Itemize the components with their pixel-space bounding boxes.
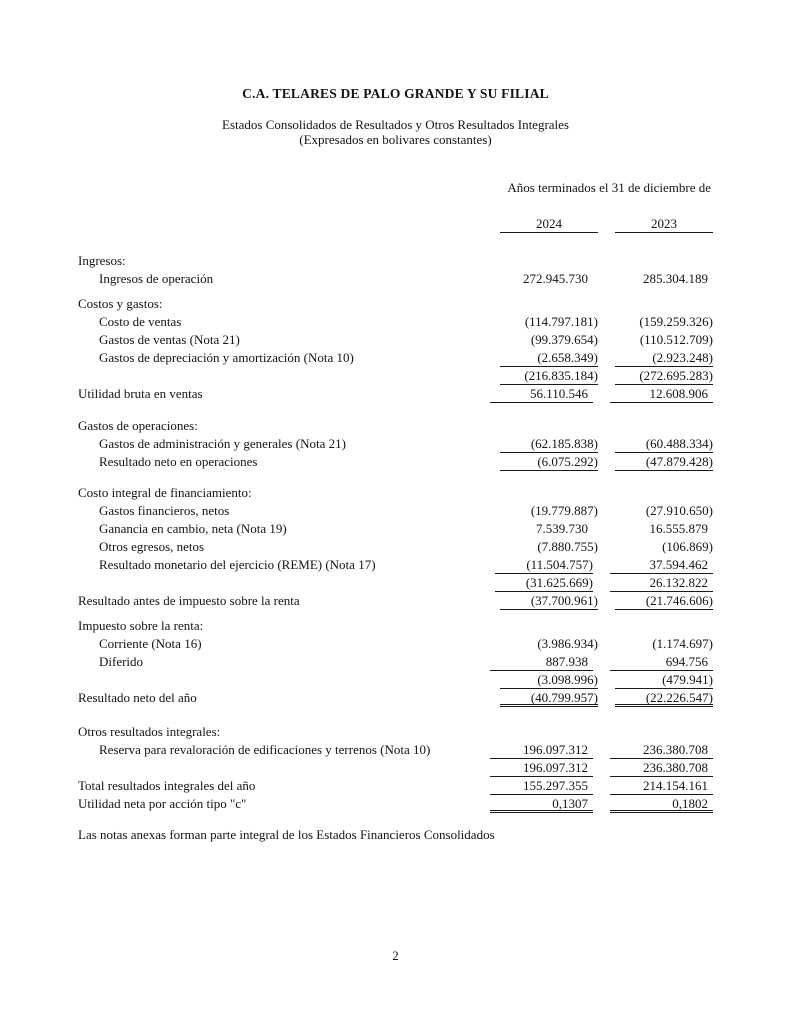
value-2024: (31.625.669)	[495, 574, 593, 592]
column-header-2024: 2024	[500, 216, 598, 233]
column-header-2023: 2023	[615, 216, 713, 233]
row-label: Gastos de depreciación y amortización (Nota 10)	[99, 350, 354, 365]
value-2023: (2.923.248)	[615, 349, 713, 367]
value-2023: (21.746.606)	[615, 592, 713, 610]
row-label: Costos y gastos:	[78, 296, 163, 311]
statement-row	[78, 349, 713, 367]
value-2023: (22.226.547)	[615, 689, 713, 707]
statement-row	[78, 777, 713, 795]
value-2023: 26.132.822	[610, 574, 713, 592]
statement-row	[78, 795, 713, 813]
row-label: Ganancia en cambio, neta (Nota 19)	[99, 521, 287, 536]
statement-row	[78, 635, 713, 653]
section-heading-row	[78, 417, 713, 435]
statement-row	[78, 538, 713, 556]
value-2024: (62.185.838)	[500, 435, 598, 453]
value-2024: (37.700.961)	[500, 592, 598, 610]
section-heading-row	[78, 617, 713, 635]
statement-title: Estados Consolidados de Resultados y Otros Resultados Integrales	[222, 117, 569, 132]
value-2023: 694.756	[610, 653, 713, 671]
row-label: Costo integral de financiamiento:	[78, 485, 252, 500]
value-2023: 16.555.879	[649, 521, 708, 536]
row-label: Ingresos de operación	[99, 271, 214, 286]
page-number: 2	[392, 948, 399, 963]
row-spacer	[78, 610, 713, 617]
statement-row	[78, 367, 713, 385]
row-label: Resultado neto del año	[78, 690, 197, 705]
value-2024: 196.097.312	[490, 741, 593, 759]
row-label: Gastos de administración y generales (Nota 21)	[99, 436, 346, 451]
statement-body	[78, 252, 713, 813]
section-heading-row	[78, 723, 713, 741]
value-2024: 0,1307	[490, 795, 593, 813]
row-spacer	[78, 403, 713, 417]
row-spacer	[78, 707, 713, 723]
row-label: Utilidad neta por acción tipo "c"	[78, 796, 247, 811]
value-2024: 272.945.730	[523, 271, 588, 286]
row-label: Ingresos:	[78, 253, 126, 268]
row-spacer	[78, 288, 713, 295]
section-heading-row	[78, 252, 713, 270]
value-2024: 7.539.730	[536, 521, 588, 536]
value-2023: (159.259.326)	[639, 314, 713, 329]
value-2023: (27.910.650)	[645, 503, 713, 518]
statement-row	[78, 385, 713, 403]
row-label: Gastos de ventas (Nota 21)	[99, 332, 240, 347]
statement-row	[78, 331, 713, 349]
value-2024: (7.880.755)	[537, 539, 598, 554]
footnote: Las notas anexas forman parte integral de los Estados Financieros Consolidados	[78, 827, 495, 842]
value-2024: 196.097.312	[490, 759, 593, 777]
statement-row	[78, 653, 713, 671]
value-2023: 214.154.161	[610, 777, 713, 795]
statement-row	[78, 592, 713, 610]
value-2023: 0,1802	[610, 795, 713, 813]
row-label: Diferido	[99, 654, 144, 669]
value-2023: 236.380.708	[610, 741, 713, 759]
column-headers-spacer	[78, 216, 483, 233]
value-2024: (19.779.887)	[530, 503, 598, 518]
value-2024: (3.986.934)	[537, 636, 598, 651]
statement-row	[78, 313, 713, 331]
row-label: Corriente (Nota 16)	[99, 636, 202, 651]
company-title: C.A. TELARES DE PALO GRANDE Y SU FILIAL	[242, 86, 549, 101]
value-2023: (110.512.709)	[639, 332, 713, 347]
value-2024: (216.835.184)	[500, 367, 598, 385]
statement-row	[78, 520, 713, 538]
value-2024: (6.075.292)	[500, 453, 598, 471]
value-2023: 12.608.906	[610, 385, 713, 403]
row-label: Otros egresos, netos	[99, 539, 205, 554]
value-2023: (479.941)	[615, 671, 713, 689]
row-label: Costo de ventas	[99, 314, 182, 329]
value-2024: (3.098.996)	[500, 671, 598, 689]
value-2024: (11.504.757)	[495, 556, 593, 574]
statement-row	[78, 741, 713, 759]
row-label: Gastos financieros, netos	[99, 503, 230, 518]
row-label: Reserva para revaloración de edificaciones y terrenos (Nota 10)	[99, 742, 431, 757]
value-2023: 37.594.462	[610, 556, 713, 574]
statement-content	[78, 0, 713, 842]
row-label: Otros resultados integrales:	[78, 724, 221, 739]
statement-row	[78, 270, 713, 288]
value-2023: (1.174.697)	[652, 636, 713, 651]
value-2023: (272.695.283)	[615, 367, 713, 385]
statement-row	[78, 453, 713, 471]
value-2024: (114.797.181)	[524, 314, 598, 329]
statement-row	[78, 574, 713, 592]
value-2024: 56.110.546	[490, 385, 593, 403]
value-2023: 285.304.189	[643, 271, 708, 286]
row-label: Resultado neto en operaciones	[99, 454, 258, 469]
currency-note: (Expresados en bolivares constantes)	[299, 132, 492, 147]
row-spacer	[78, 471, 713, 484]
section-heading-row	[78, 484, 713, 502]
value-2024: (40.799.957)	[500, 689, 598, 707]
row-label: Utilidad bruta en ventas	[78, 386, 203, 401]
row-label: Resultado antes de impuesto sobre la renta	[78, 593, 300, 608]
value-2023: (47.879.428)	[615, 453, 713, 471]
statement-row	[78, 759, 713, 777]
statement-row	[78, 502, 713, 520]
value-2024: (99.379.654)	[530, 332, 598, 347]
column-headers-row	[78, 216, 713, 233]
statement-row	[78, 689, 713, 707]
value-2023: (106.869)	[662, 539, 713, 554]
row-label: Gastos de operaciones:	[78, 418, 198, 433]
value-2024: 155.297.355	[490, 777, 593, 795]
row-label: Total resultados integrales del año	[78, 778, 256, 793]
statement-row	[78, 556, 713, 574]
statement-row	[78, 671, 713, 689]
value-2023: 236.380.708	[610, 759, 713, 777]
value-2023: (60.488.334)	[615, 435, 713, 453]
row-label: Resultado monetario del ejercicio (REME) (Nota 17)	[99, 557, 376, 572]
section-heading-row	[78, 295, 713, 313]
value-2024: 887.938	[490, 653, 593, 671]
statement-row	[78, 435, 713, 453]
row-label: Impuesto sobre la renta:	[78, 618, 204, 633]
period-header: Años terminados el 31 de diciembre de	[507, 180, 711, 195]
value-2024: (2.658.349)	[500, 349, 598, 367]
